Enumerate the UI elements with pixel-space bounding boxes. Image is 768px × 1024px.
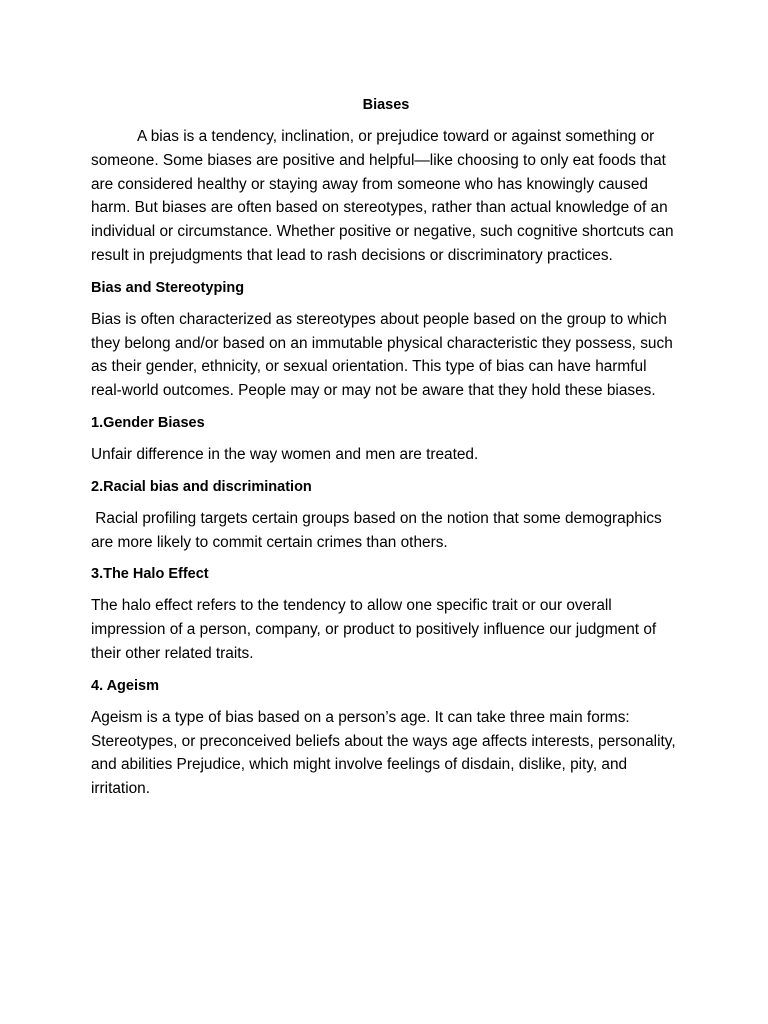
document-content [91,95,681,811]
paragraph-gender-biases: Unfair difference in the way women and men are treated. [91,445,479,463]
paragraph-ageism: Ageism is a type of bias based on a person’s age. It can take three main forms: Stereotypes, or preconceived beliefs about the ways age affects interests, personality, and abilities Prejudice, which might involve feelings of disdain, dislike, pity, and irritation. [91,708,676,798]
paragraph-halo-effect: The halo effect refers to the tendency to allow one specific trait or our overall impression of a person, company, or product to positively influence our judgment of their other related traits. [91,597,657,662]
heading-gender-biases: 1.Gender Biases [91,414,205,431]
document-title: Biases [362,97,410,113]
paragraph-bias-and-stereotyping: Bias is often characterized as stereotypes about people based on the group to which they belong and/or based on an immutable physical characteristic they possess, such as their gender, ethnicity, or sexual orientation. This type of bias can have harmful real-world outcomes. People may or may not be aware that they hold these biases. [91,310,673,400]
heading-halo-effect: 3.The Halo Effect [91,566,209,583]
heading-bias-and-stereotyping: Bias and Stereotyping [91,279,245,296]
paragraph-racial-bias: Racial profiling targets certain groups based on the notion that some demographics are more likely to commit certain crimes than others. [91,509,666,551]
heading-racial-bias: 2.Racial bias and discrimination [91,478,312,495]
intro-paragraph: A bias is a tendency, inclination, or prejudice toward or against something or someone. Some biases are positive and helpful—like choosing to only eat foods that are considered healthy or staying away from someone who has knowingly caused harm. But biases are often based on stereotypes, rather than actual knowledge of an individual or circumstance. Whether positive or negative, such cognitive shortcuts can result in prejudgments that lead to rash decisions or discriminatory practices. [91,128,674,264]
heading-ageism: 4. Ageism [91,677,159,694]
